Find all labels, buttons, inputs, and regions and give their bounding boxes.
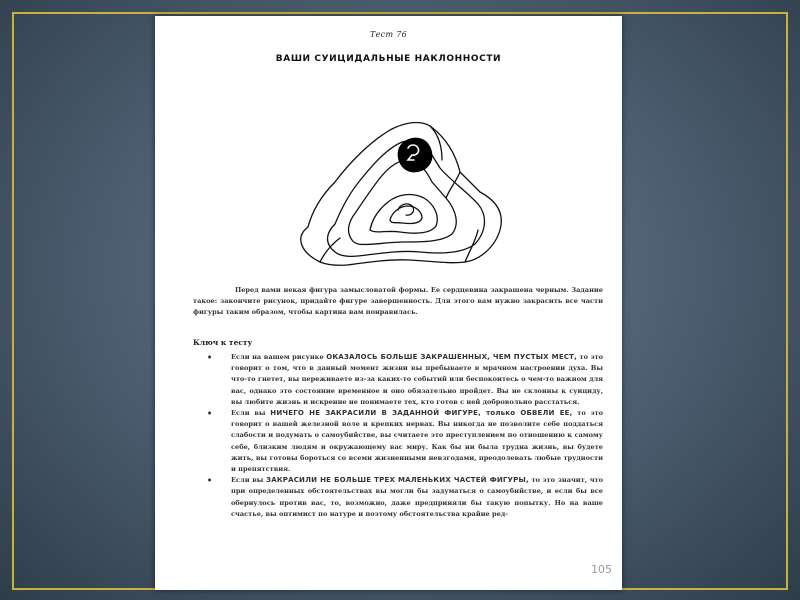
page-title: ВАШИ СУИЦИДАЛЬНЫЕ НАКЛОННОСТИ — [275, 54, 502, 64]
key-item-lead: Если вы — [231, 409, 266, 418]
key-item-text: то это говорит о вашей железной воле и крепких нервах. Вы никогда не позволите себе поддаться слабости и подумать о самоубийстве, вы считаете это преступлением по отношению к самому себе, близким людям и окружающему вас миру. Как бы ни была трудна жизнь, вы будете жить, вы готовы бороться со всеми жизненными невзгодами, преодолевать любые трудности и препятствия. — [231, 409, 604, 474]
test-figure-drawing — [280, 112, 510, 272]
bullet-icon: • — [207, 352, 213, 362]
key-item-lead: Если на вашем рисунке — [231, 353, 324, 361]
key-item-1 — [207, 352, 603, 408]
test-number: Тест 76 — [370, 30, 407, 39]
bullet-icon: • — [207, 475, 213, 486]
key-list — [207, 352, 603, 520]
document-page — [155, 16, 622, 590]
key-item-lead: Если вы — [231, 476, 264, 485]
instructions-paragraph: Перед вами некая фигура замысловатой формы. Ее сердцевина закрашена черным. Задание такое: закончите рисунок, придайте фигуре завершенность. Для этого вам нужно закрасить все части фигуры таким образом, чтобы картина вам понравилась. — [193, 286, 603, 316]
key-item-text: то это значит, что при определенных обстоятельствах вы могли бы задуматься о самоубийстве, и если бы все обернулось против вас, то, возможно, даже предприняли бы такую попытку. Но на ваше счастье, вы оптимист по натуре и поэтому обстоятельства крайне ред- — [231, 476, 603, 518]
page-number: 105 — [591, 563, 612, 576]
key-item-2 — [207, 408, 603, 475]
bullet-icon: • — [207, 408, 213, 419]
key-item-3 — [207, 475, 603, 520]
key-item-text: то это говорит о том, что в данный момент жизни вы пребываете в мрачном настроении духа. Вы что-то гнетет, вы переживаете из-за каких-то событий или беспокоитесь о чем-то важном для вас, однако это состояние временное и оно обязательно пройдет. Вы не склонны к суициду, вы любите жизнь и искренне не понимаете тех, кто готов с ней добровольно расстаться. — [231, 353, 604, 406]
key-item-caps: НИЧЕГО НЕ ЗАКРАСИЛИ В ЗАДАННОЙ ФИГУРЕ, только ОБВЕЛИ ЕЕ, — [270, 409, 573, 418]
key-item-caps: ЗАКРАСИЛИ НЕ БОЛЬШЕ ТРЕХ МАЛЕНЬКИХ ЧАСТЕЙ ФИГУРЫ, — [266, 476, 529, 485]
key-heading: Ключ к тесту — [193, 338, 253, 347]
key-item-caps: ОКАЗАЛОСЬ БОЛЬШЕ ЗАКРАШЕННЫХ, ЧЕМ ПУСТЫХ МЕСТ, — [326, 353, 577, 361]
